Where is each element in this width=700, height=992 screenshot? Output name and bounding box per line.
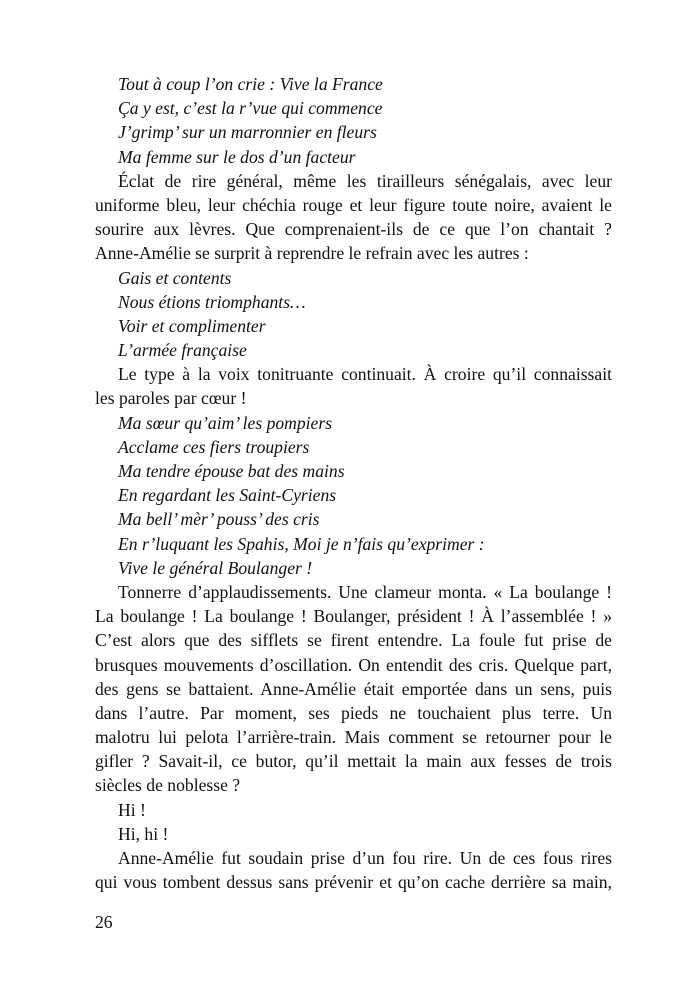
- verse-line: Tout à coup l’on crie : Vive la France: [118, 74, 383, 94]
- text-line: Le type à la voix tonitruante continuait. À croire qu’il connaissait: [118, 364, 612, 385]
- paragraph: [95, 798, 612, 822]
- verse-line: Gais et contents: [118, 267, 232, 288]
- verse-stanza: [95, 266, 612, 363]
- verse-line: En regardant les Saint-Cyriens: [118, 485, 337, 506]
- text-line: Hi !: [118, 799, 146, 820]
- text-line: Hi, hi !: [118, 823, 169, 844]
- text-line: sourire aux lèvres. Que comprenaient-ils de ce que l’on chantait ?: [95, 219, 612, 240]
- text-line: siècles de noblesse ?: [95, 775, 241, 796]
- verse-line: Voir et complimenter: [118, 315, 266, 336]
- text-line: brusques mouvements d’oscillation. On entendit des cris. Quelque part,: [95, 654, 612, 675]
- text-line: Anne-Amélie fut soudain prise d’un fou rire. Un de ces fous rires: [118, 848, 612, 868]
- verse-line: Ma femme sur le dos d’un facteur: [118, 146, 356, 167]
- verse-line: Ça y est, c’est la r’vue qui commence: [118, 98, 383, 119]
- verse-line: Nous étions triomphants…: [118, 291, 306, 312]
- verse-line: Acclame ces fiers troupiers: [118, 436, 310, 457]
- page-body: [95, 72, 612, 894]
- paragraph: [95, 846, 612, 894]
- text-line: les paroles par cœur !: [95, 388, 247, 409]
- text-line: Éclat de rire général, même les tirailleurs sénégalais, avec leur: [118, 170, 612, 191]
- paragraph: [95, 580, 612, 798]
- verse-line: J’grimp’ sur un marronnier en fleurs: [118, 122, 377, 143]
- verse-line: Ma sœur qu’aim’ les pompiers: [118, 412, 333, 433]
- text-line: gifler ? Savait-il, ce butor, qu’il mettait la main aux fesses de trois: [95, 751, 612, 772]
- verse-line: Vive le général Boulanger !: [118, 557, 313, 578]
- text-line: C’est alors que des sifflets se firent entendre. La foule fut prise de: [95, 630, 612, 651]
- verse-line: En r’luquant les Spahis, Moi je n’fais qu’exprimer :: [118, 533, 485, 554]
- text-line: dans l’autre. Par moment, ses pieds ne touchaient plus terre. Un: [95, 702, 612, 723]
- paragraph: [95, 362, 612, 410]
- verse-line: Ma tendre épouse bat des mains: [118, 461, 345, 481]
- text-line: La boulange ! La boulange ! Boulanger, président ! À l’assemblée ! »: [95, 606, 612, 627]
- verse-stanza: [95, 411, 612, 580]
- text-line: Tonnerre d’applaudissements. Une clameur monta. « La boulange !: [118, 581, 612, 602]
- paragraph: [95, 822, 612, 846]
- paragraph: [95, 169, 612, 266]
- text-line: qui vous tombent dessus sans prévenir et qu’on cache derrière sa main,: [95, 872, 612, 893]
- verse-line: L’armée française: [118, 340, 247, 361]
- verse-stanza: [95, 72, 612, 169]
- text-line: malotru lui pelota l’arrière-train. Mais comment se retourner pour le: [95, 727, 612, 748]
- text-line: des gens se battaient. Anne-Amélie était emportée dans un sens, puis: [95, 678, 612, 699]
- text-line: uniforme bleu, leur chéchia rouge et leur figure toute noire, avaient le: [95, 194, 612, 215]
- text-line: Anne-Amélie se surprit à reprendre le refrain avec les autres :: [95, 243, 529, 264]
- verse-line: Ma bell’ mèr’ pouss’ des cris: [118, 509, 320, 530]
- page-number: 26: [95, 912, 113, 932]
